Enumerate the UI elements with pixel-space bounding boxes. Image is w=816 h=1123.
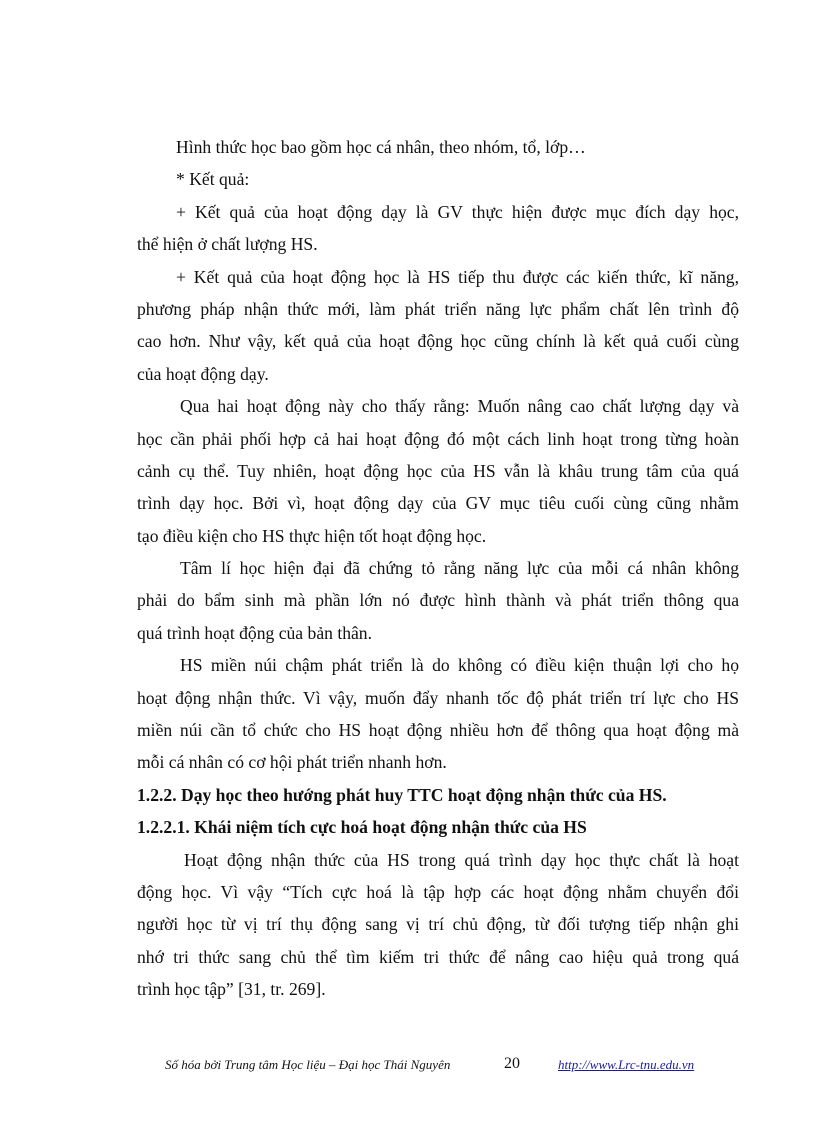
text-line: phương pháp nhận thức mới, làm phát triển năng lực phẩm chất lên trình độ <box>137 298 739 319</box>
page-number: 20 <box>504 1055 520 1072</box>
text-line: Hình thức học bao gồm học cá nhân, theo nhóm, tổ, lớp… <box>176 137 586 157</box>
text-line: tạo điều kiện cho HS thực hiện tốt hoạt động học. <box>137 525 487 546</box>
text-line: cảnh cụ thể. Tuy nhiên, hoạt động học của HS vẫn là khâu trung tâm của quá <box>137 460 739 481</box>
text-line: Tâm lí học hiện đại đã chứng tỏ rằng năng lực của mỗi cá nhân không <box>180 558 739 579</box>
text-line: Hoạt động nhận thức của HS trong quá trình dạy học thực chất là hoạt <box>184 849 739 870</box>
text-line: người học từ vị trí thụ động sang vị trí chủ động, từ đối tượng tiếp nhận ghi <box>137 914 739 935</box>
text-line: trình học tập” [31, tr. 269]. <box>137 979 326 1000</box>
text-line: cao hơn. Như vậy, kết quả của hoạt động học cũng chính là kết quả cuối cùng <box>137 331 739 352</box>
subsection-heading: 1.2.2.1. Khái niệm tích cực hoá hoạt động nhận thức của HS <box>137 817 587 838</box>
footer-link[interactable]: http://www.Lrc-tnu.edu.vn <box>558 1057 695 1072</box>
text-line: + Kết quả của hoạt động dạy là GV thực hiện được mục đích dạy học, <box>176 201 739 222</box>
text-line: mỗi cá nhân có cơ hội phát triển nhanh hơn. <box>137 752 447 773</box>
text-line: học cần phải phối hợp cả hai hoạt động đó một cách linh hoạt trong từng hoàn <box>137 428 739 449</box>
text-line: trình dạy học. Bởi vì, hoạt động dạy của GV mục tiêu cuối cùng cũng nhằm <box>137 493 739 514</box>
text-line: * Kết quả: <box>176 169 250 190</box>
text-line: + Kết quả của hoạt động học là HS tiếp thu được các kiến thức, kĩ năng, <box>176 266 739 287</box>
text-line: thể hiện ở chất lượng HS. <box>137 234 318 255</box>
text-line: quá trình hoạt động của bản thân. <box>137 622 373 643</box>
text-line: HS miền núi chậm phát triển là do không có điều kiện thuận lợi cho họ <box>180 655 739 676</box>
text-line: của hoạt động dạy. <box>137 363 269 384</box>
text-line: hoạt động nhận thức. Vì vậy, muốn đẩy nhanh tốc độ phát triển trí lực cho HS <box>137 687 739 708</box>
text-line: động học. Vì vậy “Tích cực hoá là tập hợp các hoạt động nhằm chuyển đổi <box>137 881 739 902</box>
text-line: nhớ tri thức sang chủ thể tìm kiếm tri thức để nâng cao hiệu quả trong quá <box>137 946 739 967</box>
text-line: Qua hai hoạt động này cho thấy rằng: Muốn nâng cao chất lượng dạy và <box>180 396 739 417</box>
footer-credit: Số hóa bởi Trung tâm Học liệu – Đại học Thái Nguyên <box>165 1057 451 1072</box>
body-text <box>137 131 739 1006</box>
section-heading: 1.2.2. Dạy học theo hướng phát huy TTC hoạt động nhận thức của HS. <box>137 784 667 805</box>
page-footer <box>0 1057 816 1081</box>
text-line: phải do bẩm sinh mà phần lớn nó được hình thành và phát triển thông qua <box>137 590 739 611</box>
text-line: miền núi cần tổ chức cho HS hoạt động nhiều hơn để thông qua hoạt động mà <box>137 720 739 741</box>
